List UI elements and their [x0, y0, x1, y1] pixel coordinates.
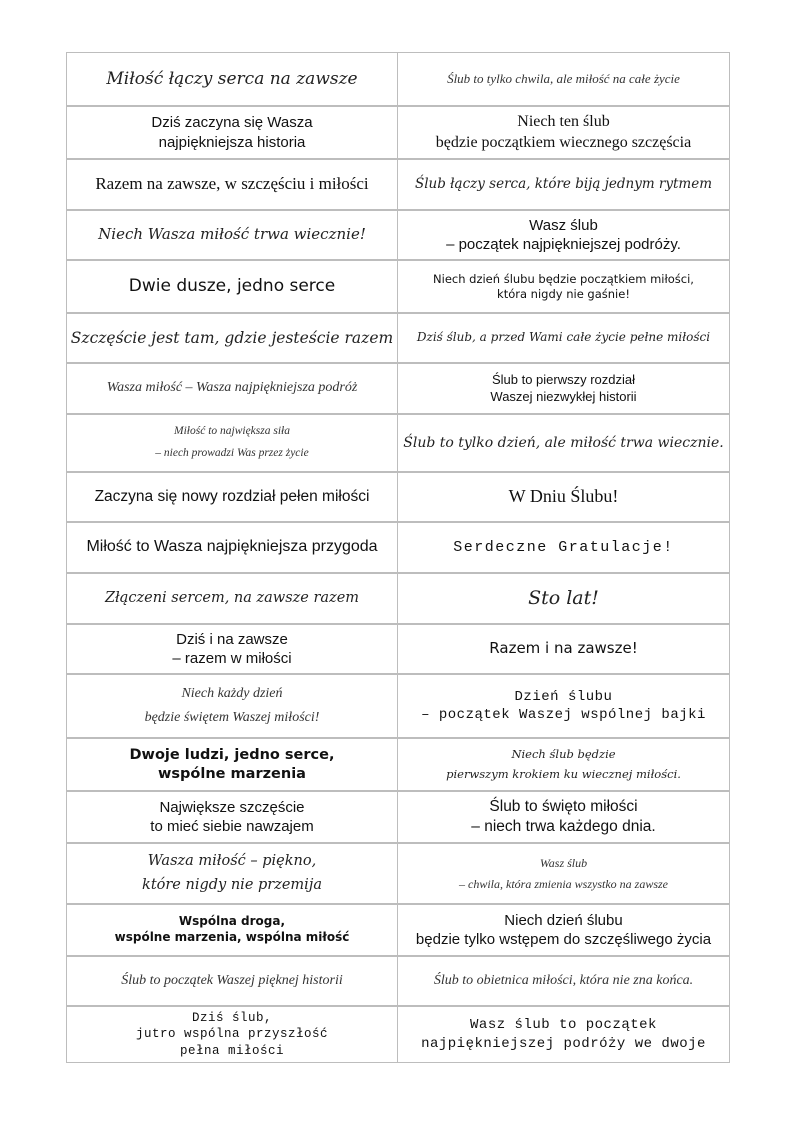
quote-text: Ślub to tylko dzień, ale miłość trwa wiecznie. — [403, 434, 724, 451]
quote-text: Niech ten ślub będzie początkiem wiecznego szczęścia — [435, 112, 692, 151]
table-row — [66, 843, 730, 904]
quote-text: Wspólna droga, wspólne marzenia, wspólna miłość — [114, 914, 350, 944]
quote-cell — [66, 159, 398, 210]
quote-text: Wasza miłość – piękno, które nigdy nie przemija — [142, 853, 322, 893]
quote-cell — [397, 1006, 730, 1063]
table-row — [66, 106, 730, 159]
quote-cell — [66, 414, 398, 472]
quote-text: Niech Wasza miłość trwa wiecznie! — [98, 225, 366, 244]
quote-text: Wasz ślub – początek najpiękniejszej podróży. — [446, 216, 681, 253]
quote-text: Dziś ślub, a przed Wami całe życie pełne miłości — [416, 330, 711, 345]
quote-text: Niech ślub będzie pierwszym krokiem ku wiecznej miłości. — [446, 746, 681, 781]
quote-cell — [66, 522, 398, 573]
quote-cell — [66, 260, 398, 313]
quote-cell — [397, 738, 730, 791]
quote-text: Wasza miłość – Wasza najpiękniejsza podróż — [106, 380, 358, 396]
quote-cell — [397, 159, 730, 210]
quote-cell — [397, 106, 730, 159]
quote-cell — [397, 956, 730, 1006]
table-row — [66, 904, 730, 956]
table-row — [66, 1006, 730, 1063]
quote-text: Wasz ślub to początek najpiękniejszej podróży we dwoje — [421, 1016, 706, 1052]
quote-text: W Dniu Ślubu! — [508, 486, 619, 507]
table-row — [66, 472, 730, 522]
quote-cell — [66, 472, 398, 522]
quote-cell — [397, 843, 730, 904]
quote-cell — [66, 843, 398, 904]
table-row — [66, 624, 730, 674]
quote-text: Razem na zawsze, w szczęściu i miłości — [95, 174, 369, 194]
table-row — [66, 791, 730, 843]
quote-text: Ślub to święto miłości – niech trwa każdego dnia. — [471, 797, 656, 835]
quote-cell — [397, 313, 730, 363]
quote-text: Złączeni sercem, na zawsze razem — [104, 590, 360, 607]
quote-cell — [66, 904, 398, 956]
quote-text: Dziś ślub, jutro wspólna przyszłość pełna miłości — [135, 1011, 329, 1058]
quote-cell — [66, 210, 398, 260]
quote-cell — [397, 904, 730, 956]
quote-text: Miłość to największa siła – niech prowadzi Was przez życie — [155, 425, 309, 459]
table-row — [66, 956, 730, 1006]
quote-text: Niech dzień ślubu będzie początkiem miłości, która nigdy nie gaśnie! — [433, 271, 694, 301]
quote-cell — [66, 738, 398, 791]
quote-cell — [66, 956, 398, 1006]
quote-cell — [397, 363, 730, 414]
quote-cell — [397, 260, 730, 313]
quote-cell — [66, 363, 398, 414]
quote-text: Wasz ślub – chwila, która zmienia wszystko na zawsze — [459, 856, 668, 891]
table-row — [66, 313, 730, 363]
quote-cell — [397, 522, 730, 573]
table-row — [66, 573, 730, 624]
table-row — [66, 210, 730, 260]
quote-text: Niech każdy dzień będzie świętem Waszej miłości! — [144, 685, 320, 725]
quote-text: Dziś zaczyna się Wasza najpiękniejsza historia — [151, 114, 313, 151]
quote-text: Dwoje ludzi, jedno serce, wspólne marzenia — [129, 746, 335, 782]
quote-text: Miłość to Wasza najpiękniejsza przygoda — [86, 538, 378, 556]
quote-text: Dzień ślubu – początek Waszej wspólnej bajki — [421, 688, 706, 723]
quote-text: Ślub to tylko chwila, ale miłość na całe życie — [447, 70, 680, 86]
quote-text: Niech dzień ślubu będzie tylko wstępem do szczęśliwego życia — [415, 911, 712, 948]
quote-text: Ślub to pierwszy rozdział Waszej niezwykłej historii — [490, 371, 637, 404]
quote-text: Miłość łączy serca na zawsze — [106, 68, 358, 89]
quotes-table — [66, 52, 730, 1063]
quote-text: Serdeczne Gratulacje! — [453, 538, 674, 556]
quote-text: Ślub to początek Waszej pięknej historii — [121, 972, 343, 988]
quote-cell — [66, 573, 398, 624]
quote-text: Dwie dusze, jedno serce — [128, 276, 336, 297]
table-row — [66, 363, 730, 414]
quote-cell — [397, 210, 730, 260]
quote-text: Szczęście jest tam, gdzie jesteście razem — [70, 328, 394, 347]
table-row — [66, 738, 730, 791]
quote-cell — [397, 573, 730, 624]
quote-text: Największe szczęście to mieć siebie nawzajem — [150, 798, 314, 835]
quote-cell — [397, 624, 730, 674]
table-row — [66, 159, 730, 210]
quote-cell — [397, 674, 730, 738]
table-row — [66, 522, 730, 573]
quote-cell — [397, 791, 730, 843]
quote-cell — [397, 52, 730, 106]
quote-cell — [66, 52, 398, 106]
quote-cell — [66, 674, 398, 738]
table-row — [66, 260, 730, 313]
quote-text: Ślub to obietnica miłości, która nie zna końca. — [433, 972, 694, 988]
quote-cell — [397, 414, 730, 472]
quote-cell — [66, 791, 398, 843]
quote-text: Sto lat! — [528, 587, 599, 610]
quote-text: Razem i na zawsze! — [489, 639, 638, 658]
table-row — [66, 52, 730, 106]
table-row — [66, 674, 730, 738]
table-row — [66, 414, 730, 472]
quote-cell — [66, 313, 398, 363]
quote-text: Zaczyna się nowy rozdział pełen miłości — [94, 487, 370, 505]
quote-cell — [66, 624, 398, 674]
quote-cell — [397, 472, 730, 522]
quote-text: Ślub łączy serca, które biją jednym rytmem — [414, 175, 713, 192]
quote-text: Dziś i na zawsze – razem w miłości — [172, 630, 292, 667]
quote-cell — [66, 106, 398, 159]
quote-cell — [66, 1006, 398, 1063]
